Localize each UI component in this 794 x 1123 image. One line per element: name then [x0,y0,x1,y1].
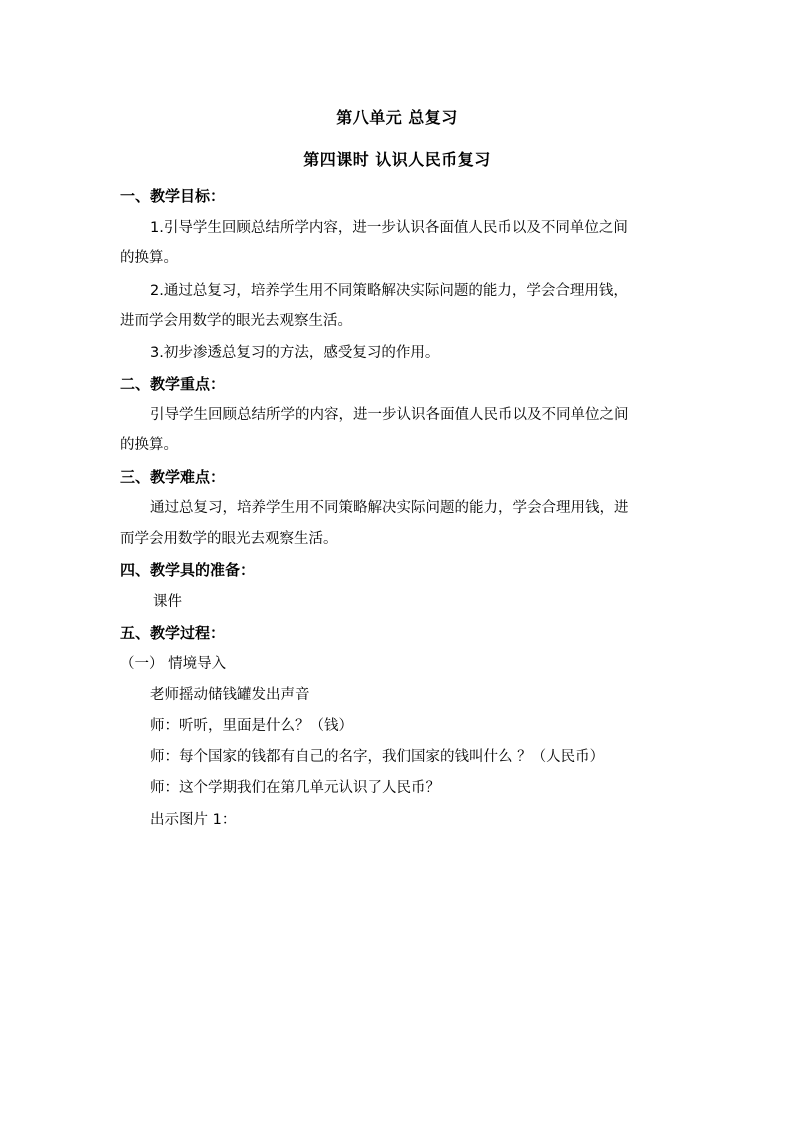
goal-3: 3.初步渗透总复习的方法，感受复习的作用。 [150,345,440,361]
key-points-line-2: 的换算。 [120,437,178,453]
key-points-line-1: 引导学生回顾总结所学的内容，进一步认识各面值人民币以及不同单位之间 [150,407,629,423]
tools-heading: 四、教学具的准备： [120,561,256,579]
process-heading: 五、教学过程： [120,624,226,642]
difficulty-line-2: 而学会用数学的眼光去观察生活。 [120,531,338,547]
goal-2-line-1: 2.通过总复习，培养学生用不同策略解决实际问题的能力，学会合理用钱， [150,283,628,299]
unit-title: 第八单元 总复习 [336,108,458,127]
goal-1-line-1: 1.引导学生回顾总结所学内容，进一步认识各面值人民币以及不同单位之间 [150,220,628,236]
process-line-1: 老师摇动储钱罐发出声音 [150,687,310,703]
key-points-heading: 二、教学重点： [120,375,226,393]
difficulty-heading: 三、教学难点： [120,468,226,486]
difficulty-line-1: 通过总复习，培养学生用不同策略解决实际问题的能力，学会合理用钱，进 [150,500,629,516]
process-line-5: 出示图片 1： [150,812,237,828]
tools-item: 课件 [153,594,182,610]
goal-1-line-2: 的换算。 [120,250,178,266]
lesson-title: 第四课时 认识人民币复习 [303,150,491,169]
goal-2-line-2: 进而学会用数学的眼光去观察生活。 [120,313,352,329]
process-line-3: 师：每个国家的钱都有自己的名字，我们国家的钱叫什么 ？（人民币） [150,749,605,765]
process-line-4: 师：这个学期我们在第几单元认识了人民币？ [150,780,440,796]
process-subheading: （一） 情境导入 [120,656,227,672]
process-line-2: 师：听听，里面是什么？（钱） [150,718,353,734]
goals-heading: 一、教学目标： [120,187,226,205]
